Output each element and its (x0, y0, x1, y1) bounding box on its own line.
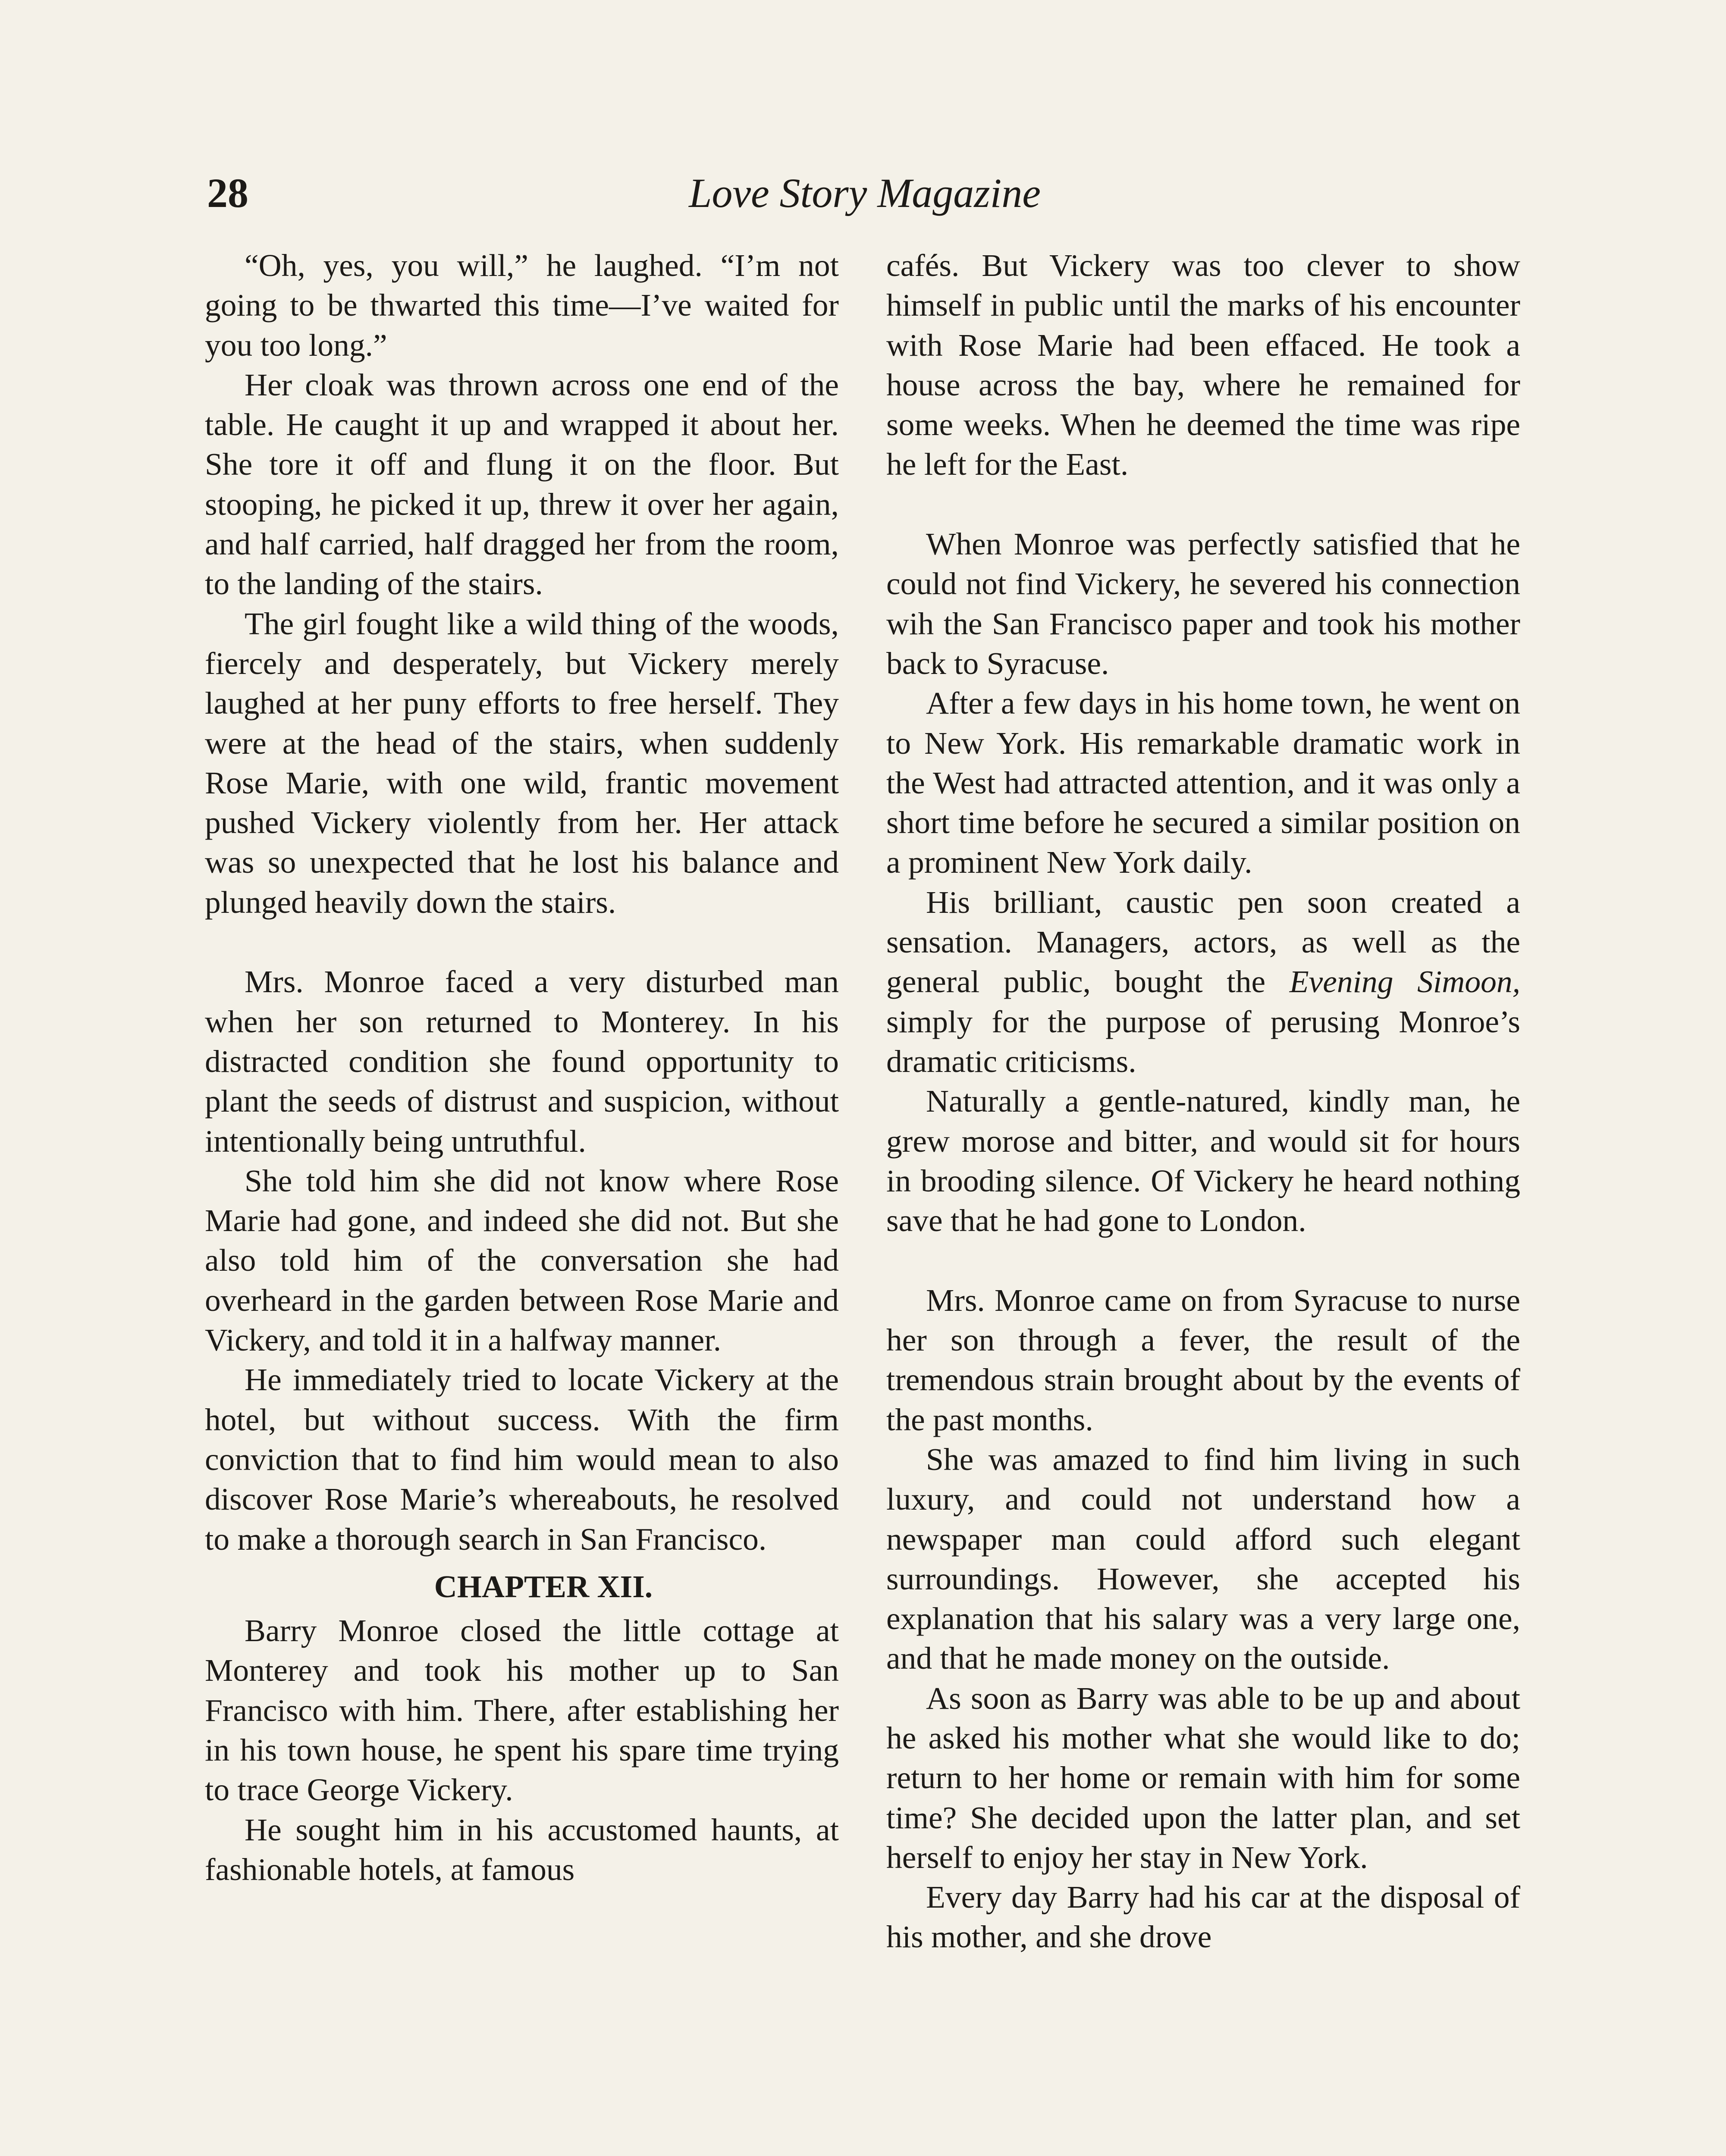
paragraph: Mrs. Monroe faced a very disturbed man when her son returned to Monterey. In his distracted condition she found opportunity to plant the seeds of distrust and suspicion, without intentionally being untruthful. (205, 964, 839, 1159)
chapter-heading: CHAPTER XII. (434, 1569, 653, 1604)
paragraph: He immediately tried to locate Vickery at the hotel, but without success. With the firm conviction that to find him would mean to also discover Rose Marie’s whereabouts, he resolved to make a thorough search in San Francisco. (205, 1362, 839, 1557)
paragraph-text: His brilliant, caustic pen soon created a sensation. Managers, actors, as well as the general public, bought the (886, 884, 1520, 1000)
paragraph: He sought him in his accustomed haunts, at fashionable hotels, at famous (205, 1812, 839, 1887)
left-column (205, 246, 839, 1890)
paragraph: She told him she did not know where Rose Marie had gone, and indeed she did not. But she also told him of the conversation she had overheard in the garden between Rose Marie and Vickery, and told it in a halfway manner. (205, 1163, 839, 1358)
page-number: 28 (207, 170, 248, 216)
right-column (886, 246, 1520, 1957)
paragraph-continued: cafés. But Vickery was too clever to show himself in public until the marks of his encounter with Rose Marie had been effaced. He took a house across the bay, where he remained for some weeks. When he deemed the time was ripe he left for the East. (886, 248, 1520, 482)
paragraph: When Monroe was perfectly satisfied that he could not find Vickery, he severed his connection wih the San Francisco paper and took his mother back to Syracuse. (886, 526, 1520, 681)
paragraph: As soon as Barry was able to be up and about he asked his mother what she would like to do; return to her home or remain with him for some time? She decided upon the latter plan, and set herself to enjoy her stay in New York. (886, 1680, 1520, 1875)
page-header (207, 163, 1522, 223)
newspaper-title: Evening Simoon, (1289, 964, 1520, 1000)
paragraph: “Oh, yes, you will,” he laughed. “I’m not going to be thwarted this time—I’ve waited for you too long.” (205, 248, 839, 363)
paragraph: Naturally a gentle-natured, kindly man, he grew morose and bitter, and would sit for hours in brooding silence. Of Vickery he heard nothing save that he had gone to London. (886, 1084, 1520, 1238)
paragraph-text: simply for the purpose of perusing Monroe’s dramatic criticisms. (886, 1004, 1520, 1079)
running-title: Love Story Magazine (689, 170, 1041, 216)
paragraph (886, 883, 1520, 1081)
paragraph: Her cloak was thrown across one end of the table. He caught it up and wrapped it about her. She tore it off and flung it on the floor. But stooping, he picked it up, threw it over her again, and half carried, half dragged her from the room, to the landing of the stairs. (205, 367, 839, 602)
paragraph: After a few days in his home town, he went on to New York. His remarkable dramatic work in the West had attracted attention, and it was only a short time before he secured a similar position on a prominent New York daily. (886, 686, 1520, 880)
paragraph: Every day Barry had his car at the disposal of his mother, and she drove (886, 1880, 1520, 1955)
paragraph: She was amazed to find him living in such luxury, and could not understand how a newspaper man could afford such elegant surroundings. However, she accepted his explanation that his salary was a very large one, and that he made money on the outside. (886, 1442, 1520, 1676)
paragraph: The girl fought like a wild thing of the woods, fiercely and desperately, but Vickery merely laughed at her puny efforts to free herself. They were at the head of the stairs, when suddenly Rose Marie, with one wild, frantic movement pushed Vickery violently from her. Her attack was so unexpected that he lost his balance and plunged heavily down the stairs. (205, 606, 839, 920)
paragraph: Barry Monroe closed the little cottage at Monterey and took his mother up to San Francisco with him. There, after establishing her in his town house, he spent his spare time trying to trace George Vickery. (205, 1613, 839, 1808)
paragraph: Mrs. Monroe came on from Syracuse to nurse her son through a fever, the result of the tremendous strain brought about by the events of the past months. (886, 1282, 1520, 1437)
